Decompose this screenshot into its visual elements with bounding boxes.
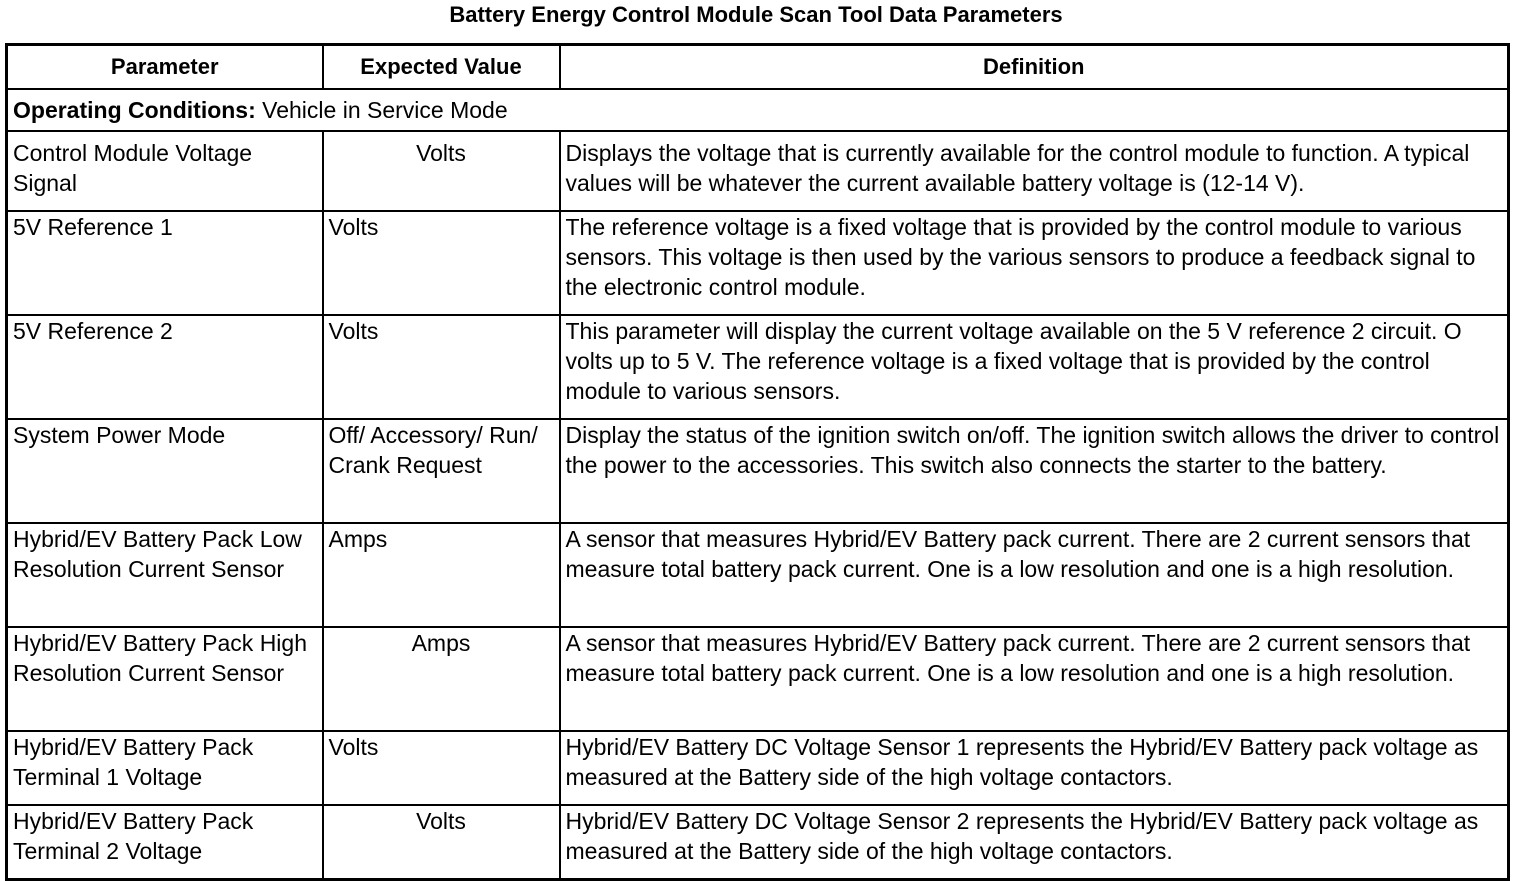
expected-value-cell: Off/ Accessory/ Run/ Crank Request: [323, 419, 560, 523]
expected-value-cell: Volts: [323, 805, 560, 880]
document-title: Battery Energy Control Module Scan Tool Data Parameters: [449, 2, 1063, 27]
definition-cell: This parameter will display the current voltage available on the 5 V reference 2 circuit. O volts up to 5 V. The reference voltage is a fixed voltage that is provided by the control module to various sensors.: [560, 315, 1509, 419]
parameter-cell: System Power Mode: [7, 419, 323, 523]
table-row: [7, 731, 1509, 805]
operating-conditions-cell: [7, 89, 1509, 131]
operating-conditions-label: Operating Conditions:: [13, 97, 256, 123]
parameter-cell: 5V Reference 2: [7, 315, 323, 419]
parameter-cell: Hybrid/EV Battery Pack Terminal 1 Voltage: [7, 731, 323, 805]
header-expected-value: Expected Value: [323, 45, 560, 90]
definition-cell: Hybrid/EV Battery DC Voltage Sensor 1 represents the Hybrid/EV Battery pack voltage as measured at the Battery side of the high voltage contactors.: [560, 731, 1509, 805]
definition-cell: A sensor that measures Hybrid/EV Battery pack current. There are 2 current sensors that measure total battery pack current. One is a low resolution and one is a high resolution.: [560, 523, 1509, 627]
definition-cell: A sensor that measures Hybrid/EV Battery pack current. There are 2 current sensors that measure total battery pack current. One is a low resolution and one is a high resolution.: [560, 627, 1509, 731]
expected-value-cell: Volts: [323, 131, 560, 211]
table-header-row: [7, 45, 1509, 90]
operating-conditions-value: Vehicle in Service Mode: [255, 97, 508, 123]
definition-cell: The reference voltage is a fixed voltage that is provided by the control module to various sensors. This voltage is then used by the various sensors to produce a feedback signal to the electronic control module.: [560, 211, 1509, 315]
table-row: [7, 419, 1509, 523]
table-row: [7, 627, 1509, 731]
table-row: [7, 523, 1509, 627]
table-row: [7, 805, 1509, 880]
definition-cell: Displays the voltage that is currently available for the control module to function. A typical values will be whatever the current available battery voltage is (12-14 V).: [560, 131, 1509, 211]
definition-cell: Hybrid/EV Battery DC Voltage Sensor 2 represents the Hybrid/EV Battery pack voltage as measured at the Battery side of the high voltage contactors.: [560, 805, 1509, 880]
expected-value-cell: Amps: [323, 627, 560, 731]
parameter-cell: Hybrid/EV Battery Pack Low Resolution Current Sensor: [7, 523, 323, 627]
header-parameter: Parameter: [7, 45, 323, 90]
table-row: [7, 211, 1509, 315]
header-definition: Definition: [560, 45, 1509, 90]
expected-value-cell: Volts: [323, 315, 560, 419]
expected-value-cell: Volts: [323, 731, 560, 805]
table-row: [7, 131, 1509, 211]
parameter-cell: Hybrid/EV Battery Pack High Resolution Current Sensor: [7, 627, 323, 731]
parameter-cell: Control Module Voltage Signal: [7, 131, 323, 211]
parameter-cell: Hybrid/EV Battery Pack Terminal 2 Voltage: [7, 805, 323, 880]
parameter-cell: 5V Reference 1: [7, 211, 323, 315]
expected-value-cell: Volts: [323, 211, 560, 315]
table-row: [7, 315, 1509, 419]
definition-cell: Display the status of the ignition switch on/off. The ignition switch allows the driver to control the power to the accessories. This switch also connects the starter to the battery.: [560, 419, 1509, 523]
expected-value-cell: Amps: [323, 523, 560, 627]
operating-conditions-row: [7, 89, 1509, 131]
scan-tool-parameter-table: [5, 43, 1510, 881]
